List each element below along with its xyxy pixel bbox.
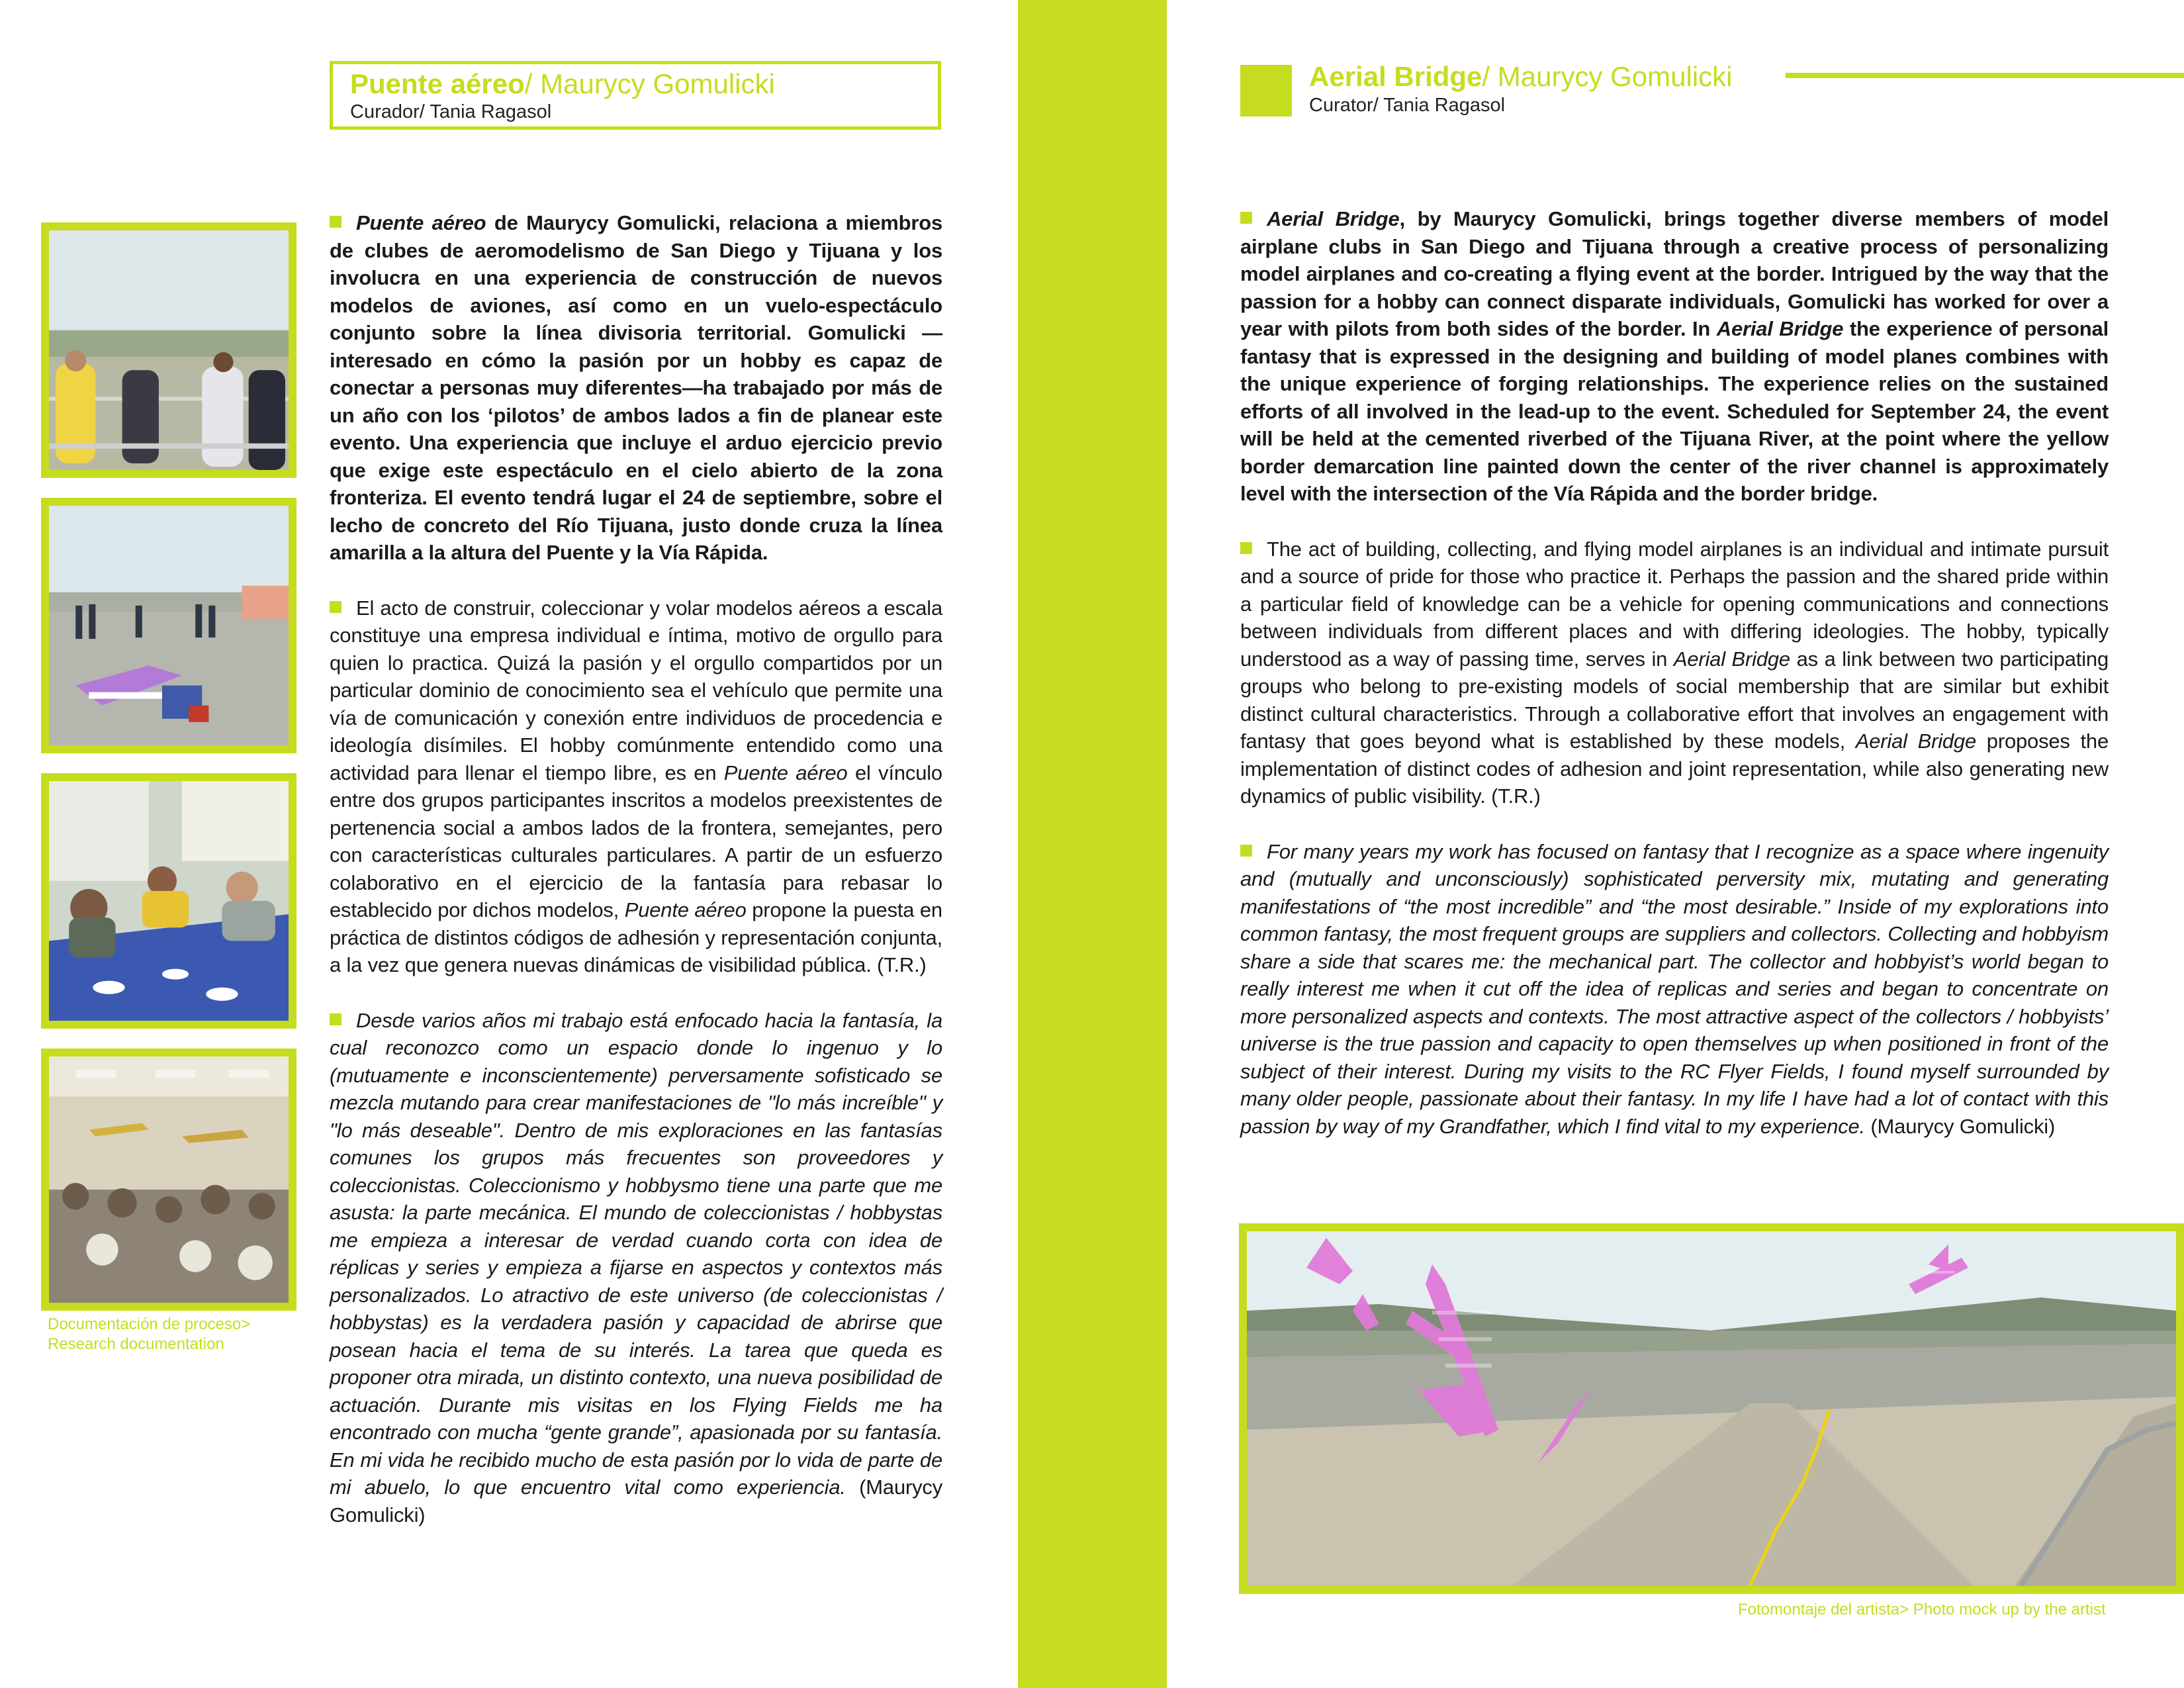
header-left-box xyxy=(330,61,941,130)
text: propone la puesta en práctica de distintos códigos de adhesión y representación conjunta, a la vez que genera nuevas dinámicas de visibilidad pública. (T.R.) xyxy=(330,898,942,976)
emph: Aerial Bridge xyxy=(1855,729,1977,753)
caption-left: Documentación de proceso> Research documentation xyxy=(48,1315,251,1353)
text: de Maurycy Gomulicki, relaciona a miembros de clubes de aeromodelismo de San Diego y Tijuana y los involucra en una experiencia de construcción de nuevos modelos de aviones, así como en un vuelo-espectáculo conjunto sobre la línea divisoria territorial. Gomulicki —interesado en cómo la pasión por un hobby es capaz de conectar a personas muy diferentes—ha trabajado por más de un año con los ‘pilotos’ de ambos lados a fin de planear este evento. Una experiencia que incluye el arduo ejercicio previo que exige este espectáculo en el cielo abierto de la zona fronteriza. El evento tendrá lugar el 24 de septiembre, sobre el lecho de concreto del Río Tijuana, justo donde cruza la línea amarilla a la altura del Puente y la Vía Rápida. xyxy=(330,211,942,564)
text: proposes the implementation of distinct codes of adhesion and joint representation, while also generating new dynamics of public visibility. (T.R.) xyxy=(1240,729,2109,808)
emph: Aerial Bridge xyxy=(1716,317,1844,340)
emph: Puente aéreo xyxy=(624,898,747,921)
photo-mockup-riverbed xyxy=(1239,1223,2184,1594)
paragraph-left-1 xyxy=(330,209,942,567)
paragraph-left-3 xyxy=(330,1007,942,1529)
bullet-square-icon xyxy=(1240,845,1252,857)
bullet-square-icon xyxy=(1240,212,1252,224)
center-color-band xyxy=(1018,0,1167,1688)
title-bold: Aerial Bridge xyxy=(1309,61,1482,92)
bullet-square-icon xyxy=(330,601,341,613)
header-left-subtitle: Curador/ Tania Ragasol xyxy=(350,101,552,122)
header-rule xyxy=(1786,73,2184,78)
text: El acto de construir, coleccionar y volar modelos aéreos a escala constituye una empresa individual e íntima, motivo de orgullo para quien lo practica. Quizá la pasión y el orgullo compartidos por un particular dominio de conocimiento sea el vehículo que permite una vía de comunicación y conexión entre individuos de procedencia e ideología disímiles. El hobby comúnmente entendido como una actividad para llenar el tiempo libre, es en xyxy=(330,596,942,784)
title-rest: / Maurycy Gomulicki xyxy=(524,68,775,99)
bullet-square-icon xyxy=(330,216,341,228)
title-bold: Puente aéreo xyxy=(350,68,525,99)
header-square-icon xyxy=(1240,65,1292,117)
text-column-right xyxy=(1240,205,2109,1168)
header-right-title xyxy=(1309,61,1732,93)
paragraph-left-2 xyxy=(330,594,942,979)
title-rest: / Maurycy Gomulicki xyxy=(1482,61,1733,92)
quote: Desde varios años mi trabajo está enfocado hacia la fantasía, la cual reconozco como un espacio donde lo ingenuo y lo (mutuamente e inconscientemente) perversamente sofisticado se mezcla mutando para crear manifestaciones de "lo más increíble" y "lo más deseable". Dentro de mis exploraciones en las fantasías comunes los grupos más frecuentes son proveedores y coleccionistas. Coleccionismo y hobbysmo tiene una parte que me asusta: la parte mecánica. El mundo de coleccionistas / hobbystas me empieza a interesar de verdad cuando corta con idea de réplicas y series y empieza a fijarse en aspectos y contextos más personalizados. Lo atractivo de este universo (de coleccionistas / hobbystas) es la verdadera pasión y capacidad de abrirse que posean hacia el tema de su interés. La tarea que queda es proponer otra mirada, un distinto contexto, una nueva posibilidad de actuación. Durante mis visitas en los Flying Fields me ha encontrado con mucha “gente grande”, apasionada por su fantasía. En mi vida he recibido mucho de esta pasión por lo vida de parte de mi abuelo, lo que encuentro vital como experiencia. xyxy=(330,1008,942,1499)
bullet-square-icon xyxy=(1240,542,1252,554)
photo-club-hall xyxy=(41,1049,296,1311)
header-right-subtitle: Curator/ Tania Ragasol xyxy=(1309,95,1506,116)
header-left-title xyxy=(350,68,775,100)
paragraph-right-2 xyxy=(1240,536,2109,810)
photo-pilots-field xyxy=(41,222,296,478)
paragraph-right-3 xyxy=(1240,838,2109,1141)
photo-model-plane-field xyxy=(41,498,296,753)
bullet-square-icon xyxy=(330,1013,341,1025)
text: The act of building, collecting, and flying model airplanes is an individual and intimate pursuit and a source of pride for those who practice it. Perhaps the passion and the shared pride within a particular field of knowledge can be a vehicle for opening communications and connections between individuals from different places and with differing ideologies. The hobby, typically understood as a way of passing time, serves in xyxy=(1240,537,2109,671)
signature: (Maurycy Gomulicki) xyxy=(330,1476,943,1526)
text: as a link between two participating groups who belong to pre-existing models of social membership that are similar but exhibit distinct cultural characteristics. Through a collaborative effort that involves an engagement with fantasy that goes beyond what is established by these models, xyxy=(1240,647,2109,753)
photo-meeting-table xyxy=(41,773,296,1029)
emph: Aerial Bridge xyxy=(1267,207,1400,230)
emph: Puente aéreo xyxy=(356,211,486,234)
text: the experience of personal fantasy that is expressed in the designing and building of model planes combines with the unique experience of forging relationships. The experience relies on the sustained efforts of all involved in the lead-up to the event. Scheduled for September 24, the event will be held at the cemented riverbed of the Tijuana River, at the point where the yellow border demarcation line painted down the center of the river channel is approximately level with the intersection of the Vía Rápida and the border bridge. xyxy=(1240,317,2109,505)
text: el vínculo entre dos grupos participantes inscritos a modelos preexistentes de pertenencia social a ambos lados de la frontera, semejantes, pero con características culturales particulares. A partir de un esfuerzo colaborativo en el ejercicio de la fantasía para rebasar lo establecido por dichos modelos, xyxy=(330,761,942,921)
text: , by Maurycy Gomulicki, brings together diverse members of model airplane clubs in San Diego and Tijuana through a creative process of personalizing model airplanes and co-creating a flying event at the border. Intrigued by the way that the passion for a hobby can connect disparate individuals, Gomulicki has worked for over a year with pilots from both sides of the border. In xyxy=(1240,207,2109,340)
text-column-left xyxy=(330,209,942,1556)
quote: For many years my work has focused on fantasy that I recognize as a space where ingenuity and (mutually and unconsciously) sophisticated perversity mix, mutating and generating manifestations of “the most incredible” and “the most desirable.” Inside of my explorations into common fantasy, the most frequent groups are suppliers and collectors. Collecting and hobbyism share a side that scares me: the mechanical part. The collector and hobbyist’s world began to really interest me when it cut off the idea of replicas and series and began to concentrate on more personalized aspects and contexts. The most attractive aspect of the collectors / hobbyists’ universe is the true passion and capacity to open themselves up when positioned in front of the subject of their interest. During my visits to the RC Flyer Fields, I found myself surrounded by many older people, passionate about their fantasy. In my life I have had a lot of contact with this passion by way of my Grandfather, which I find vital to my experience. xyxy=(1240,839,2109,1138)
emph: Aerial Bridge xyxy=(1673,647,1790,671)
emph: Puente aéreo xyxy=(723,761,848,784)
caption-right: Fotomontaje del artista> Photo mock up by the artist xyxy=(1738,1601,2106,1618)
signature: (Maurycy Gomulicki) xyxy=(1865,1114,2056,1138)
paragraph-right-1 xyxy=(1240,205,2109,508)
